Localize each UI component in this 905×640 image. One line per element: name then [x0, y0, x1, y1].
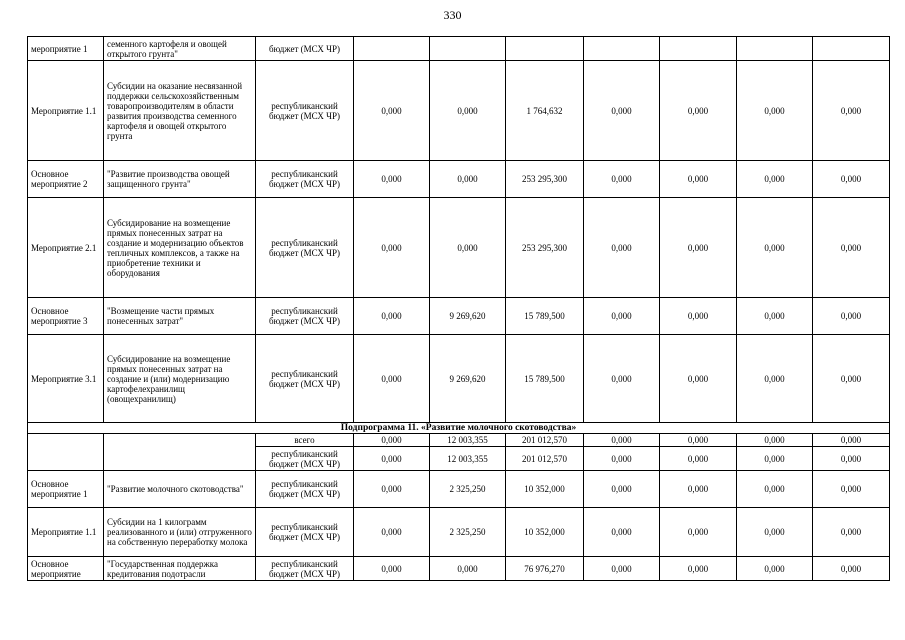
funding-source: республиканский бюджет (МСХ ЧР)	[256, 471, 354, 508]
table-row	[28, 298, 890, 335]
amount-cell: 0,000	[584, 434, 660, 447]
amount-cell: 0,000	[354, 508, 430, 557]
measure-label: Основное мероприятие	[28, 557, 104, 581]
subprogram-header-row	[28, 423, 890, 434]
amount-cell: 0,000	[354, 335, 430, 423]
amount-cell: 2 325,250	[430, 508, 506, 557]
subprogram-title: Подпрограмма 11. «Развитие молочного скотоводства»	[28, 423, 890, 434]
table-row	[28, 61, 890, 161]
amount-cell: 0,000	[813, 508, 890, 557]
amount-cell: 0,000	[430, 61, 506, 161]
measure-name: "Возмещение части прямых понесенных затрат"	[104, 298, 256, 335]
amount-cell: 253 295,300	[506, 161, 584, 198]
amount-cell: 0,000	[660, 508, 737, 557]
funding-source: республиканский бюджет (МСХ ЧР)	[256, 335, 354, 423]
amount-cell: 12 003,355	[430, 434, 506, 447]
amount-cell: 9 269,620	[430, 335, 506, 423]
amount-cell: 201 012,570	[506, 447, 584, 471]
amount-cell: 0,000	[660, 335, 737, 423]
amount-cell	[737, 37, 813, 61]
amount-cell: 0,000	[737, 557, 813, 581]
table-row	[28, 434, 890, 447]
measure-label: Мероприятие 1.1	[28, 61, 104, 161]
measure-name: Субсидии на 1 килограмм реализованного и (или) отгруженного на собственную переработку молока	[104, 508, 256, 557]
amount-cell: 0,000	[660, 161, 737, 198]
measure-label: Мероприятие 1.1	[28, 508, 104, 557]
funding-source: республиканский бюджет (МСХ ЧР)	[256, 298, 354, 335]
amount-cell: 10 352,000	[506, 508, 584, 557]
table-row	[28, 447, 890, 471]
measure-name: "Развитие производства овощей защищенного грунта"	[104, 161, 256, 198]
amount-cell: 0,000	[737, 471, 813, 508]
amount-cell: 15 789,500	[506, 335, 584, 423]
amount-cell: 0,000	[584, 557, 660, 581]
amount-cell: 0,000	[660, 434, 737, 447]
measure-label: Основное мероприятие 3	[28, 298, 104, 335]
amount-cell	[584, 37, 660, 61]
amount-cell: 0,000	[737, 447, 813, 471]
amount-cell: 12 003,355	[430, 447, 506, 471]
measure-name: Субсидии на оказание несвязанной поддержки сельскохозяйственным товаропроизводителям в области развития производства семенного картофеля и овощей открытого грунта	[104, 61, 256, 161]
amount-cell: 0,000	[813, 557, 890, 581]
measure-label: мероприятие 1	[28, 37, 104, 61]
funding-source: республиканский бюджет (МСХ ЧР)	[256, 447, 354, 471]
amount-cell: 0,000	[584, 161, 660, 198]
amount-cell: 0,000	[584, 198, 660, 298]
measure-name: "Государственная поддержка кредитования подотрасли	[104, 557, 256, 581]
amount-cell: 0,000	[813, 161, 890, 198]
amount-cell: 0,000	[660, 557, 737, 581]
amount-cell: 0,000	[737, 61, 813, 161]
measure-name	[104, 447, 256, 471]
budget-table	[27, 36, 890, 581]
amount-cell: 253 295,300	[506, 198, 584, 298]
amount-cell: 1 764,632	[506, 61, 584, 161]
funding-source: республиканский бюджет (МСХ ЧР)	[256, 557, 354, 581]
amount-cell: 0,000	[660, 447, 737, 471]
funding-source: бюджет (МСХ ЧР)	[256, 37, 354, 61]
measure-name: Субсидирование на возмещение прямых понесенных затрат на создание и (или) модернизацию картофелехранилищ (овощехранилищ)	[104, 335, 256, 423]
amount-cell	[354, 37, 430, 61]
table-row	[28, 335, 890, 423]
amount-cell: 10 352,000	[506, 471, 584, 508]
amount-cell: 0,000	[430, 198, 506, 298]
amount-cell: 0,000	[354, 298, 430, 335]
amount-cell	[813, 37, 890, 61]
amount-cell: 0,000	[354, 198, 430, 298]
amount-cell: 9 269,620	[430, 298, 506, 335]
amount-cell: 15 789,500	[506, 298, 584, 335]
amount-cell: 0,000	[584, 508, 660, 557]
measure-label: Основное мероприятие 1	[28, 471, 104, 508]
table-row	[28, 37, 890, 61]
amount-cell: 0,000	[354, 447, 430, 471]
amount-cell: 0,000	[737, 198, 813, 298]
amount-cell: 0,000	[584, 298, 660, 335]
measure-name	[104, 434, 256, 447]
funding-source: республиканский бюджет (МСХ ЧР)	[256, 61, 354, 161]
amount-cell: 0,000	[660, 298, 737, 335]
table-row	[28, 198, 890, 298]
amount-cell	[506, 37, 584, 61]
amount-cell: 0,000	[430, 161, 506, 198]
amount-cell: 0,000	[354, 61, 430, 161]
amount-cell: 0,000	[813, 335, 890, 423]
amount-cell: 0,000	[737, 335, 813, 423]
amount-cell: 0,000	[430, 557, 506, 581]
amount-cell: 0,000	[354, 471, 430, 508]
amount-cell: 0,000	[660, 61, 737, 161]
amount-cell: 0,000	[813, 198, 890, 298]
amount-cell: 201 012,570	[506, 434, 584, 447]
measure-label: Основное мероприятие 2	[28, 161, 104, 198]
amount-cell: 0,000	[354, 434, 430, 447]
amount-cell: 76 976,270	[506, 557, 584, 581]
measure-name: семенного картофеля и овощей открытого грунта"	[104, 37, 256, 61]
measure-label: Мероприятие 3.1	[28, 335, 104, 423]
measure-label	[28, 447, 104, 471]
table-row	[28, 508, 890, 557]
funding-source: республиканский бюджет (МСХ ЧР)	[256, 198, 354, 298]
amount-cell	[660, 37, 737, 61]
amount-cell: 0,000	[813, 434, 890, 447]
amount-cell: 0,000	[737, 298, 813, 335]
measure-label: Мероприятие 2.1	[28, 198, 104, 298]
amount-cell: 0,000	[813, 471, 890, 508]
measure-name: Субсидирование на возмещение прямых понесенных затрат на создание и модернизацию объектов тепличных комплексов, а также на приобретение техники и оборудования	[104, 198, 256, 298]
amount-cell: 0,000	[660, 198, 737, 298]
funding-source: всего	[256, 434, 354, 447]
amount-cell: 0,000	[584, 61, 660, 161]
page-number: 330	[443, 8, 462, 22]
amount-cell: 0,000	[813, 61, 890, 161]
amount-cell	[430, 37, 506, 61]
funding-source: республиканский бюджет (МСХ ЧР)	[256, 161, 354, 198]
amount-cell: 0,000	[660, 471, 737, 508]
amount-cell: 0,000	[584, 335, 660, 423]
amount-cell: 0,000	[584, 447, 660, 471]
table-row	[28, 557, 890, 581]
measure-name: "Развитие молочного скотоводства"	[104, 471, 256, 508]
table-row	[28, 161, 890, 198]
amount-cell: 0,000	[584, 471, 660, 508]
amount-cell: 2 325,250	[430, 471, 506, 508]
measure-label	[28, 434, 104, 447]
amount-cell: 0,000	[354, 557, 430, 581]
amount-cell: 0,000	[737, 161, 813, 198]
amount-cell: 0,000	[354, 161, 430, 198]
amount-cell: 0,000	[737, 508, 813, 557]
table-row	[28, 471, 890, 508]
amount-cell: 0,000	[813, 447, 890, 471]
amount-cell: 0,000	[737, 434, 813, 447]
amount-cell: 0,000	[813, 298, 890, 335]
funding-source: республиканский бюджет (МСХ ЧР)	[256, 508, 354, 557]
